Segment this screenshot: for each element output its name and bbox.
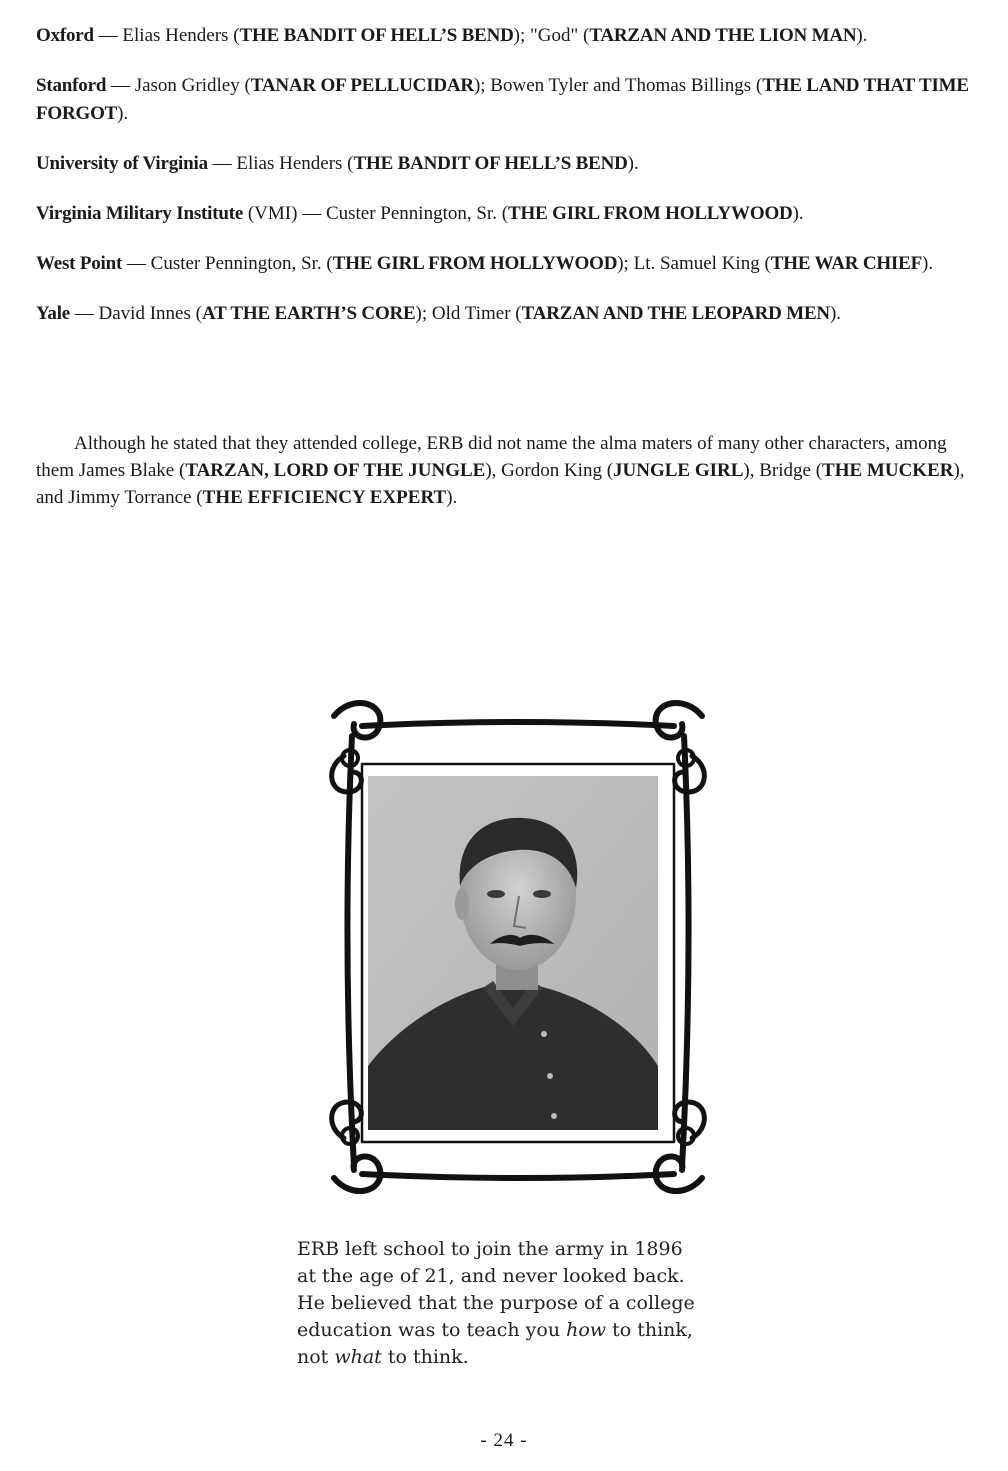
school-entry [36, 72, 976, 128]
book-title: THE BANDIT OF HELL’S BEND [353, 153, 628, 174]
text-run: — Jason Gridley ( [106, 75, 251, 96]
caption-line-5-post: to think. [381, 1346, 469, 1368]
text-run: — David Innes ( [70, 303, 202, 324]
school-entry [36, 22, 976, 50]
book-title: AT THE EARTH’S CORE [201, 303, 416, 324]
book-title: THE MUCKER [822, 460, 954, 481]
school-entry [36, 150, 976, 178]
caption-line-1: ERB left school to join the army in 1896 [297, 1238, 683, 1260]
text-run: ). [829, 303, 842, 324]
caption-line-5-emphasis: what [334, 1346, 382, 1368]
book-title: TARZAN, LORD OF THE JUNGLE [185, 460, 486, 481]
book-title: THE EFFICIENCY EXPERT [202, 487, 447, 508]
caption-line-4-post: to think, [606, 1319, 693, 1341]
school-entry [36, 250, 976, 278]
text-run: — Elias Henders ( [207, 153, 354, 174]
book-title: TANAR OF PELLUCIDAR [250, 75, 474, 96]
text-run: ). [627, 153, 639, 174]
text-run: ). [856, 25, 868, 46]
photo-caption [297, 1236, 767, 1371]
school-name: Oxford [36, 25, 94, 46]
book-title: THE BANDIT OF HELL’S BEND [239, 25, 514, 46]
book-title: TARZAN AND THE LION MAN [589, 25, 857, 46]
text-run: ), Bridge ( [743, 460, 823, 481]
text-run: ), Gordon King ( [485, 460, 614, 481]
text-run: ). [792, 203, 804, 224]
book-title: THE GIRL FROM HOLLYWOOD [332, 253, 618, 274]
text-run: Although he stated that they attended college, ERB did not name the alma maters of many other characters, among them James Blake ( [36, 433, 947, 481]
school-entry [36, 300, 976, 328]
text-run: — Elias Henders ( [93, 25, 240, 46]
photo-frame [322, 696, 714, 1198]
caption-line-4-pre: education was to teach you [297, 1319, 567, 1341]
portrait-image [368, 776, 658, 1130]
school-name: Virginia Military Institute [36, 203, 244, 224]
text-run: ); Lt. Samuel King ( [617, 253, 771, 274]
book-title: TARZAN AND THE LEOPARD MEN [521, 303, 830, 324]
caption-line-2: at the age of 21, and never looked back. [297, 1265, 685, 1287]
entries-list [36, 22, 976, 350]
text-run: ); Old Timer ( [415, 303, 522, 324]
caption-line-5-pre: not [297, 1346, 335, 1368]
text-run: ). [446, 487, 458, 508]
book-title: THE LAND THAT TIME FORGOT [36, 75, 969, 124]
school-name: University of Virginia [36, 153, 208, 174]
school-name: West Point [36, 253, 123, 274]
page-number: - 24 - [480, 1430, 528, 1451]
text-run: (VMI) — Custer Pennington, Sr. ( [243, 203, 509, 224]
text-run: — Custer Pennington, Sr. ( [122, 253, 333, 274]
book-title: THE GIRL FROM HOLLYWOOD [508, 203, 793, 224]
caption-line-3: He believed that the purpose of a college [297, 1292, 695, 1314]
school-name: Yale [36, 303, 71, 324]
text-run: ); "God" ( [513, 25, 590, 46]
school-entry [36, 200, 976, 228]
book-title: THE WAR CHIEF [770, 253, 922, 274]
text-run: ). [117, 103, 129, 124]
book-title: JUNGLE GIRL [613, 460, 744, 481]
body-paragraph [36, 430, 980, 511]
school-name: Stanford [36, 75, 107, 96]
caption-line-4-emphasis: how [566, 1319, 607, 1341]
portrait-photo [368, 776, 658, 1130]
text-run: ), and Jimmy Torrance ( [36, 460, 965, 508]
text-run: ). [922, 253, 934, 274]
text-run: ); Bowen Tyler and Thomas Billings ( [473, 75, 763, 96]
